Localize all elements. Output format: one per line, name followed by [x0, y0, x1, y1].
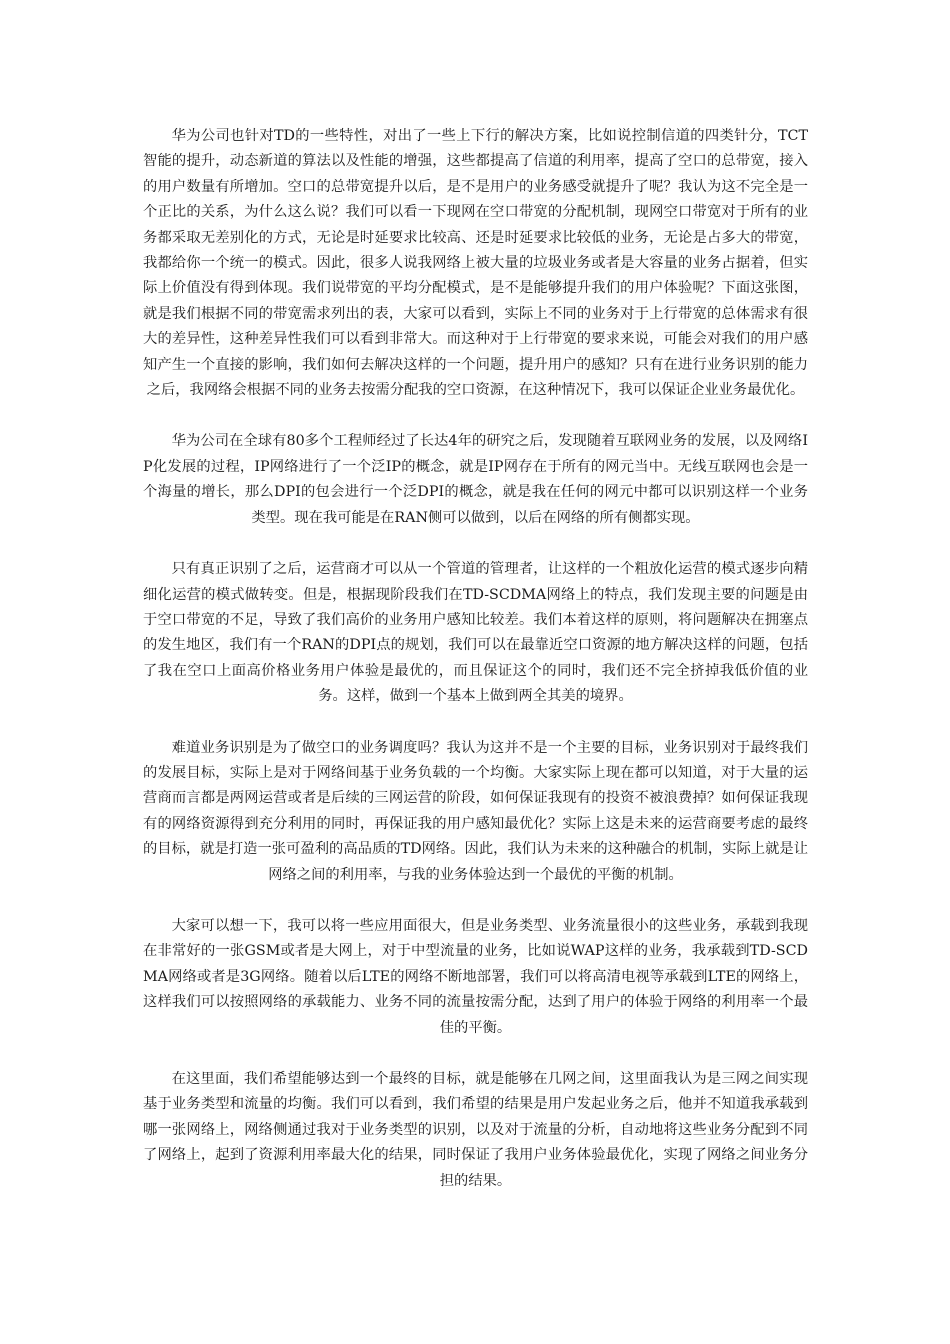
document-page — [143, 124, 808, 1220]
paragraph-1: 华为公司也针对TD的一些特性，对出了一些上下行的解决方案，比如说控制信道的四类针分，TCT智能的提升，动态新道的算法以及性能的增强，这些都提高了信道的利用率，提高了空口的总带宽，接入的用户数量有所增加。空口的总带宽提升以后，是不是用户的业务感受就提升了呢？我认为这不完全是一个正比的关系，为什么这么说？我们可以看一下现网在空口带宽的分配机制，现网空口带宽对于所有的业务都采取无差别化的方式，无论是时延要求比较高、还是时延要求比较低的业务，无论是占多大的带宽，我都给你一个统一的模式。因此，很多人说我网络上被大量的垃圾业务或者是大容量的业务占据着，但实际上价值没有得到体现。我们说带宽的平均分配模式，是不是能够提升我们的用户体验呢？下面这张图，就是我们根据不同的带宽需求列出的表，大家可以看到，实际上不同的业务对于上行带宽的总体需求有很大的差异性，这种差异性我们可以看到非常大。而这种对于上行带宽的要求来说，可能会对我们的用户感知产生一个直接的影响，我们如何去解决这样的一个问题，提升用户的感知？只有在进行业务识别的能力之后，我网络会根据不同的业务去按需分配我的空口资源，在这种情况下，我可以保证企业业务最优化。 — [143, 128, 808, 399]
paragraph-2: 华为公司在全球有80多个工程师经过了长达4年的研究之后，发现随着互联网业务的发展，以及网络IP化发展的过程，IP网络进行了一个泛IP的概念，就是IP网存在于所有的网元当中。无线互联网也会是一个海量的增长，那么DPI的包会进行一个泛DPI的概念，就是我在任何的网元中都可以识别这样一个业务类型。现在我可能是在RAN侧可以做到，以后在网络的所有侧都实现。 — [143, 433, 808, 526]
paragraph-4: 难道业务识别是为了做空口的业务调度吗？我认为这并不是一个主要的目标，业务识别对于最终我们的发展目标，实际上是对于网络间基于业务负载的一个均衡。大家实际上现在都可以知道，对于大量的运营商而言都是两网运营或者是后续的三网运营的阶段，如何保证我现有的投资不被浪费掉？如何保证我现有的网络资源得到充分利用的同时，再保证我的用户感知最优化？实际上这是未来的运营商要考虑的最终的目标，就是打造一张可盈利的高品质的TD网络。因此，我们认为未来的这种融合的机制，实际上就是让网络之间的利用率，与我的业务体验达到一个最优的平衡的机制。 — [143, 739, 808, 883]
paragraph-5: 大家可以想一下，我可以将一些应用面很大，但是业务类型、业务流量很小的这些业务，承载到我现在非常好的一张GSM或者是大网上，对于中型流量的业务，比如说WAP这样的业务，我承载到TD-SCDMA网络或者是3G网络。随着以后LTE的网络不断地部署，我们可以将高清电视等承载到LTE的网络上，这样我们可以按照网络的承载能力、业务不同的流量按需分配，达到了用户的体验于网络的利用率一个最佳的平衡。 — [143, 917, 808, 1036]
paragraph-6: 在这里面，我们希望能够达到一个最终的目标，就是能够在几网之间，这里面我认为是三网之间实现基于业务类型和流量的均衡。我们可以看到，我们希望的结果是用户发起业务之后，他并不知道我承载到哪一张网络上，网络侧通过我对于业务类型的识别，以及对于流量的分析，自动地将这些业务分配到不同了网络上，起到了资源利用率最大化的结果，同时保证了我用户业务体验最优化，实现了网络之间业务分担的结果。 — [143, 1071, 808, 1189]
paragraph-3: 只有真正识别了之后，运营商才可以从一个管道的管理者，让这样的一个粗放化运营的模式逐步向精细化运营的模式做转变。但是，根据现阶段我们在TD-SCDMA网络上的特点，我们发现主要的问题是由于空口带宽的不足，导致了我们高价的业务用户感知比较差。我们本着这样的原则，将问题解决在拥塞点的发生地区，我们有一个RAN的DPI点的规划，我们可以在最靠近空口资源的地方解决这样的问题，包括了我在空口上面高价格业务用户体验是最优的，而且保证这个的同时，我们还不完全挤掉我低价值的业务。这样，做到一个基本上做到两全其美的境界。 — [143, 561, 808, 705]
